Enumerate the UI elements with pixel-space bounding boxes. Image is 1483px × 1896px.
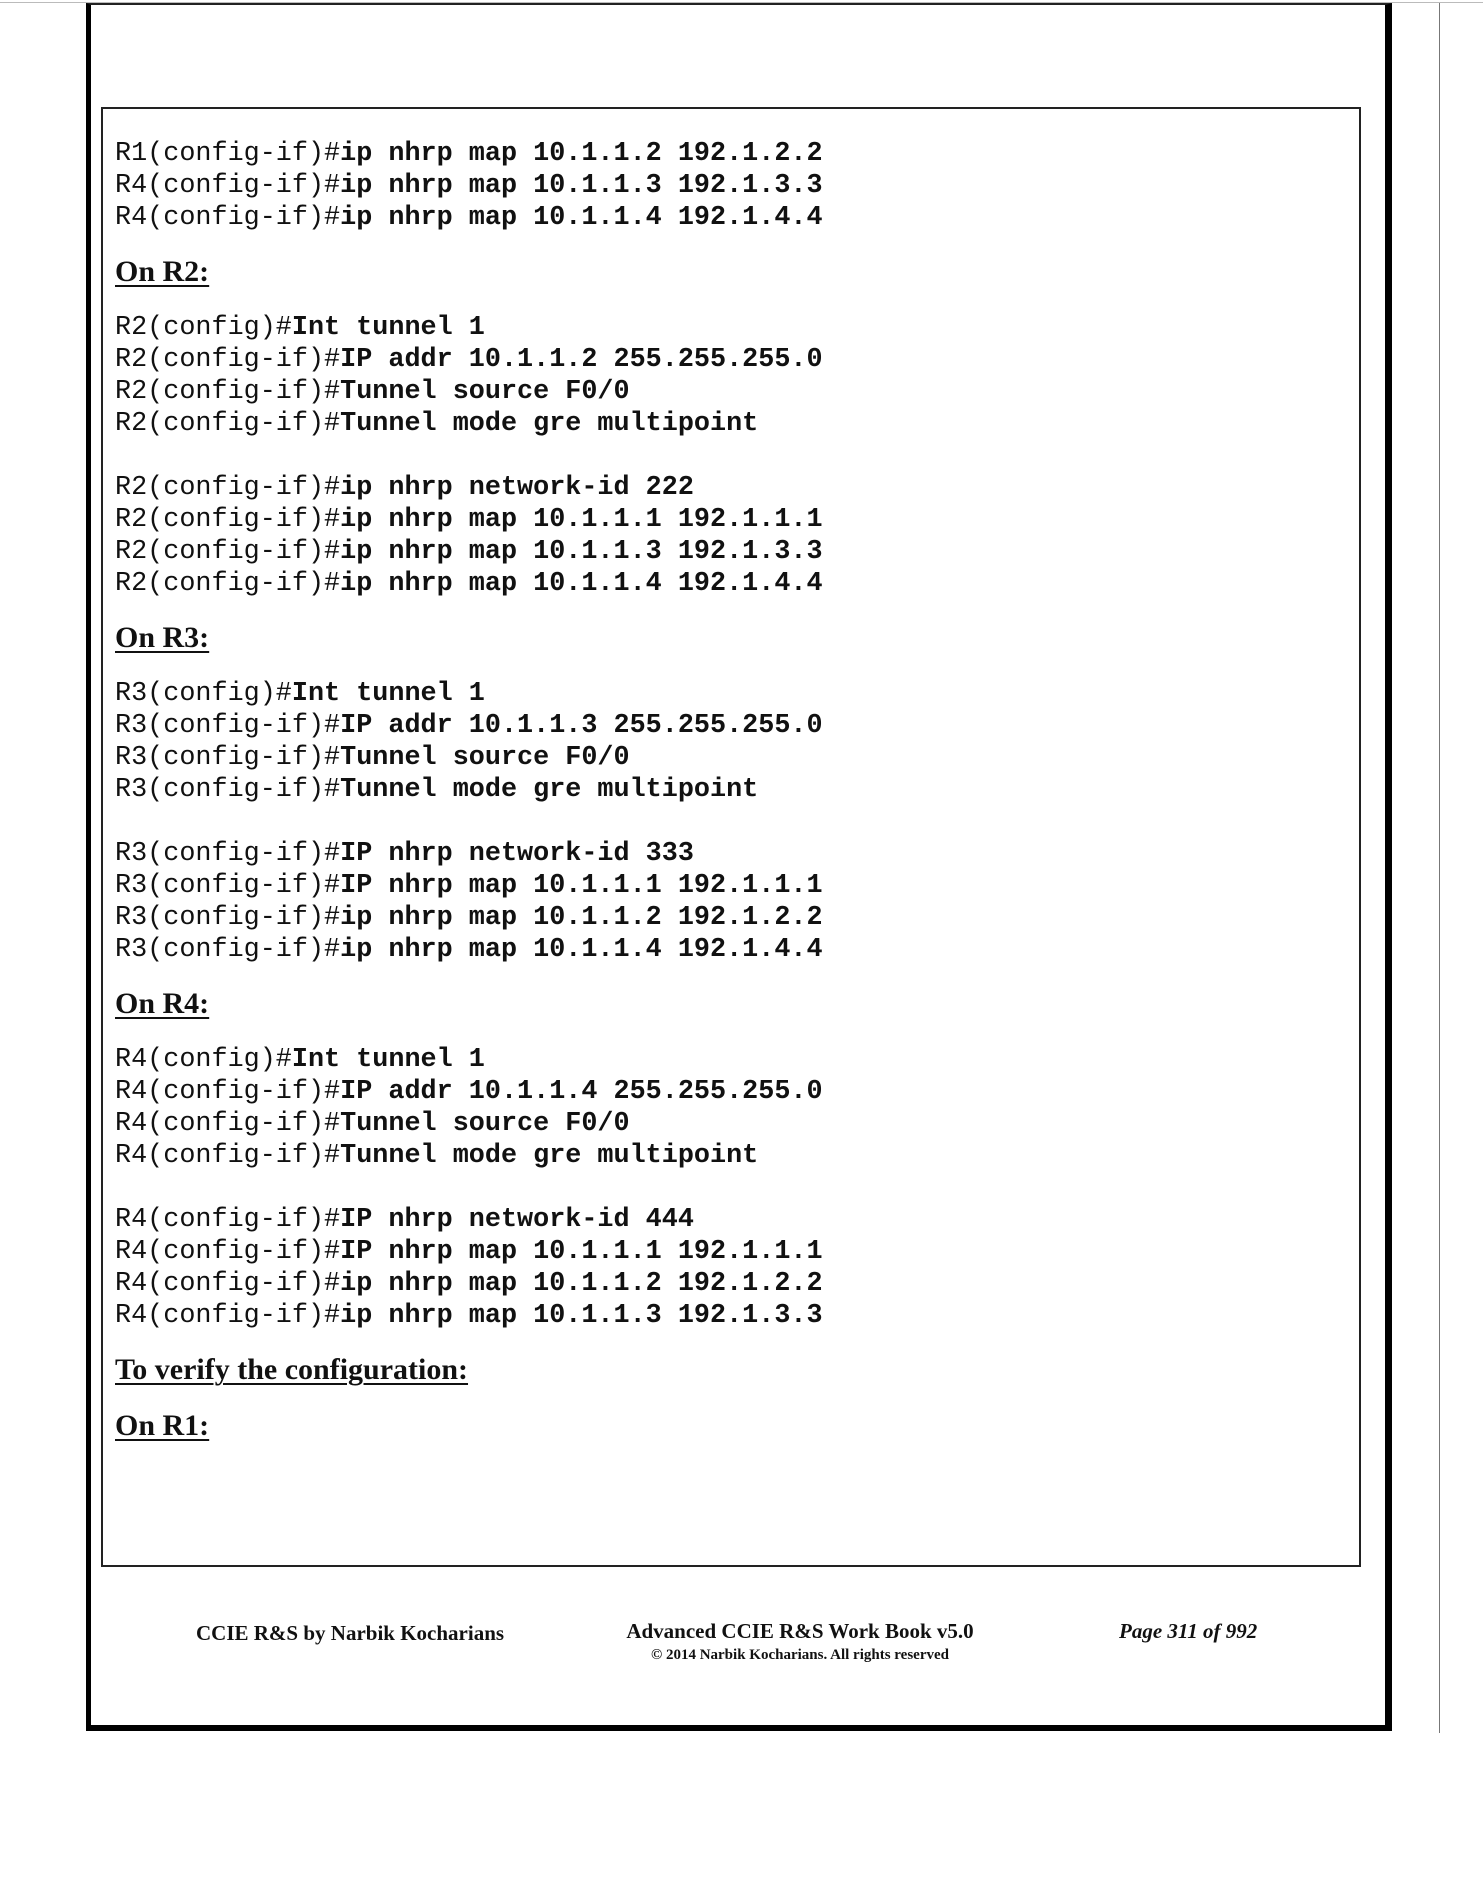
cli-command: Int tunnel 1 [291,1045,485,1075]
config-line [115,1140,1335,1172]
cli-prompt: R4(config-if)# [115,171,341,201]
cli-command: IP nhrp map 10.1.1.1 192.1.1.1 [340,871,823,901]
section-heading-r3: On R3: [115,621,210,654]
cli-prompt: R3(config-if)# [115,711,341,741]
config-line [115,1076,1335,1108]
cli-command: ip nhrp map 10.1.1.3 192.1.3.3 [340,1301,823,1331]
cli-command: ip nhrp map 10.1.1.1 192.1.1.1 [340,505,823,535]
section-heading-r1: On R1: [115,1409,210,1442]
cli-prompt: R4(config-if)# [115,1269,341,1299]
verify-heading: To verify the configuration: [115,1353,469,1386]
cli-command: ip nhrp map 10.1.1.4 192.1.4.4 [340,935,823,965]
cli-command: ip nhrp map 10.1.1.2 192.1.2.2 [340,903,823,933]
footer-page-number: Page 311 of 992 [1119,1619,1258,1643]
config-line [115,344,1335,376]
cli-command: Tunnel mode gre multipoint [340,1141,759,1171]
cli-prompt: R3(config-if)# [115,871,341,901]
cli-command: ip nhrp map 10.1.1.4 192.1.4.4 [340,569,823,599]
config-line [115,710,1335,742]
cli-command: Int tunnel 1 [291,313,485,343]
config-line [115,504,1335,536]
footer-copyright: © 2014 Narbik Kocharians. All rights reserved [650,1647,949,1663]
config-block-r2-interface [115,312,1335,440]
cli-prompt: R2(config-if)# [115,537,341,567]
document-content [115,138,1335,1466]
config-line [115,1044,1335,1076]
footer-author: CCIE R&S by Narbik Kocharians [196,1621,505,1645]
config-line [115,1108,1335,1140]
config-line [115,408,1335,440]
cli-command: Int tunnel 1 [291,679,485,709]
cli-command: ip nhrp map 10.1.1.3 192.1.3.3 [340,171,823,201]
config-line [115,472,1335,504]
scan-right-edge [1439,3,1440,1733]
config-line [115,536,1335,568]
config-block-r4-nhrp [115,1204,1335,1332]
config-line [115,170,1335,202]
cli-prompt: R2(config-if)# [115,473,341,503]
config-line [115,202,1335,234]
config-block-r3-interface [115,678,1335,806]
cli-command: IP addr 10.1.1.2 255.255.255.0 [340,345,823,375]
cli-prompt: R4(config-if)# [115,1141,341,1171]
cli-command: ip nhrp map 10.1.1.3 192.1.3.3 [340,537,823,567]
config-line [115,1300,1335,1332]
cli-prompt: R4(config-if)# [115,1109,341,1139]
footer-book-title: Advanced CCIE R&S Work Book v5.0 [626,1619,974,1643]
footer-book-info [560,1619,1040,1664]
spacer [115,1172,1335,1204]
cli-prompt: R4(config-if)# [115,1205,341,1235]
cli-command: IP nhrp map 10.1.1.1 192.1.1.1 [340,1237,823,1267]
config-line [115,1204,1335,1236]
section-heading-r2: On R2: [115,255,210,288]
cli-prompt: R3(config-if)# [115,839,341,869]
config-block-r2-nhrp [115,472,1335,600]
config-block-r4-interface [115,1044,1335,1172]
config-line [115,774,1335,806]
cli-prompt: R1(config-if)# [115,139,341,169]
cli-prompt: R4(config-if)# [115,1237,341,1267]
cli-command: Tunnel source F0/0 [340,377,630,407]
cli-prompt: R3(config-if)# [115,903,341,933]
cli-prompt: R2(config-if)# [115,409,341,439]
config-line [115,678,1335,710]
config-line [115,934,1335,966]
cli-command: IP addr 10.1.1.4 255.255.255.0 [340,1077,823,1107]
config-line [115,870,1335,902]
cli-prompt: R2(config-if)# [115,377,341,407]
cli-command: Tunnel mode gre multipoint [340,775,759,805]
cli-prompt: R4(config-if)# [115,203,341,233]
cli-command: ip nhrp map 10.1.1.2 192.1.2.2 [340,1269,823,1299]
config-line [115,138,1335,170]
cli-command: Tunnel source F0/0 [340,743,630,773]
cli-command: IP nhrp network-id 333 [340,839,694,869]
cli-prompt: R3(config-if)# [115,935,341,965]
config-line [115,376,1335,408]
config-line [115,1236,1335,1268]
cli-prompt: R4(config-if)# [115,1301,341,1331]
cli-command: ip nhrp map 10.1.1.4 192.1.4.4 [340,203,823,233]
spacer [115,440,1335,472]
cli-command: ip nhrp map 10.1.1.2 192.1.2.2 [340,139,823,169]
spacer [115,806,1335,838]
config-line [115,838,1335,870]
cli-prompt: R4(config)# [115,1045,292,1075]
config-line [115,312,1335,344]
config-line [115,742,1335,774]
section-heading-r4: On R4: [115,987,210,1020]
cli-prompt: R4(config-if)# [115,1077,341,1107]
cli-prompt: R2(config-if)# [115,505,341,535]
config-line [115,568,1335,600]
cli-command: IP nhrp network-id 444 [340,1205,694,1235]
cli-command: IP addr 10.1.1.3 255.255.255.0 [340,711,823,741]
continued-config-block [115,138,1335,234]
cli-prompt: R2(config-if)# [115,569,341,599]
cli-prompt: R3(config-if)# [115,743,341,773]
cli-prompt: R2(config)# [115,313,292,343]
cli-command: Tunnel source F0/0 [340,1109,630,1139]
config-block-r3-nhrp [115,838,1335,966]
cli-command: ip nhrp network-id 222 [340,473,694,503]
cli-prompt: R3(config-if)# [115,775,341,805]
cli-prompt: R3(config)# [115,679,292,709]
config-line [115,1268,1335,1300]
cli-prompt: R2(config-if)# [115,345,341,375]
config-line [115,902,1335,934]
cli-command: Tunnel mode gre multipoint [340,409,759,439]
